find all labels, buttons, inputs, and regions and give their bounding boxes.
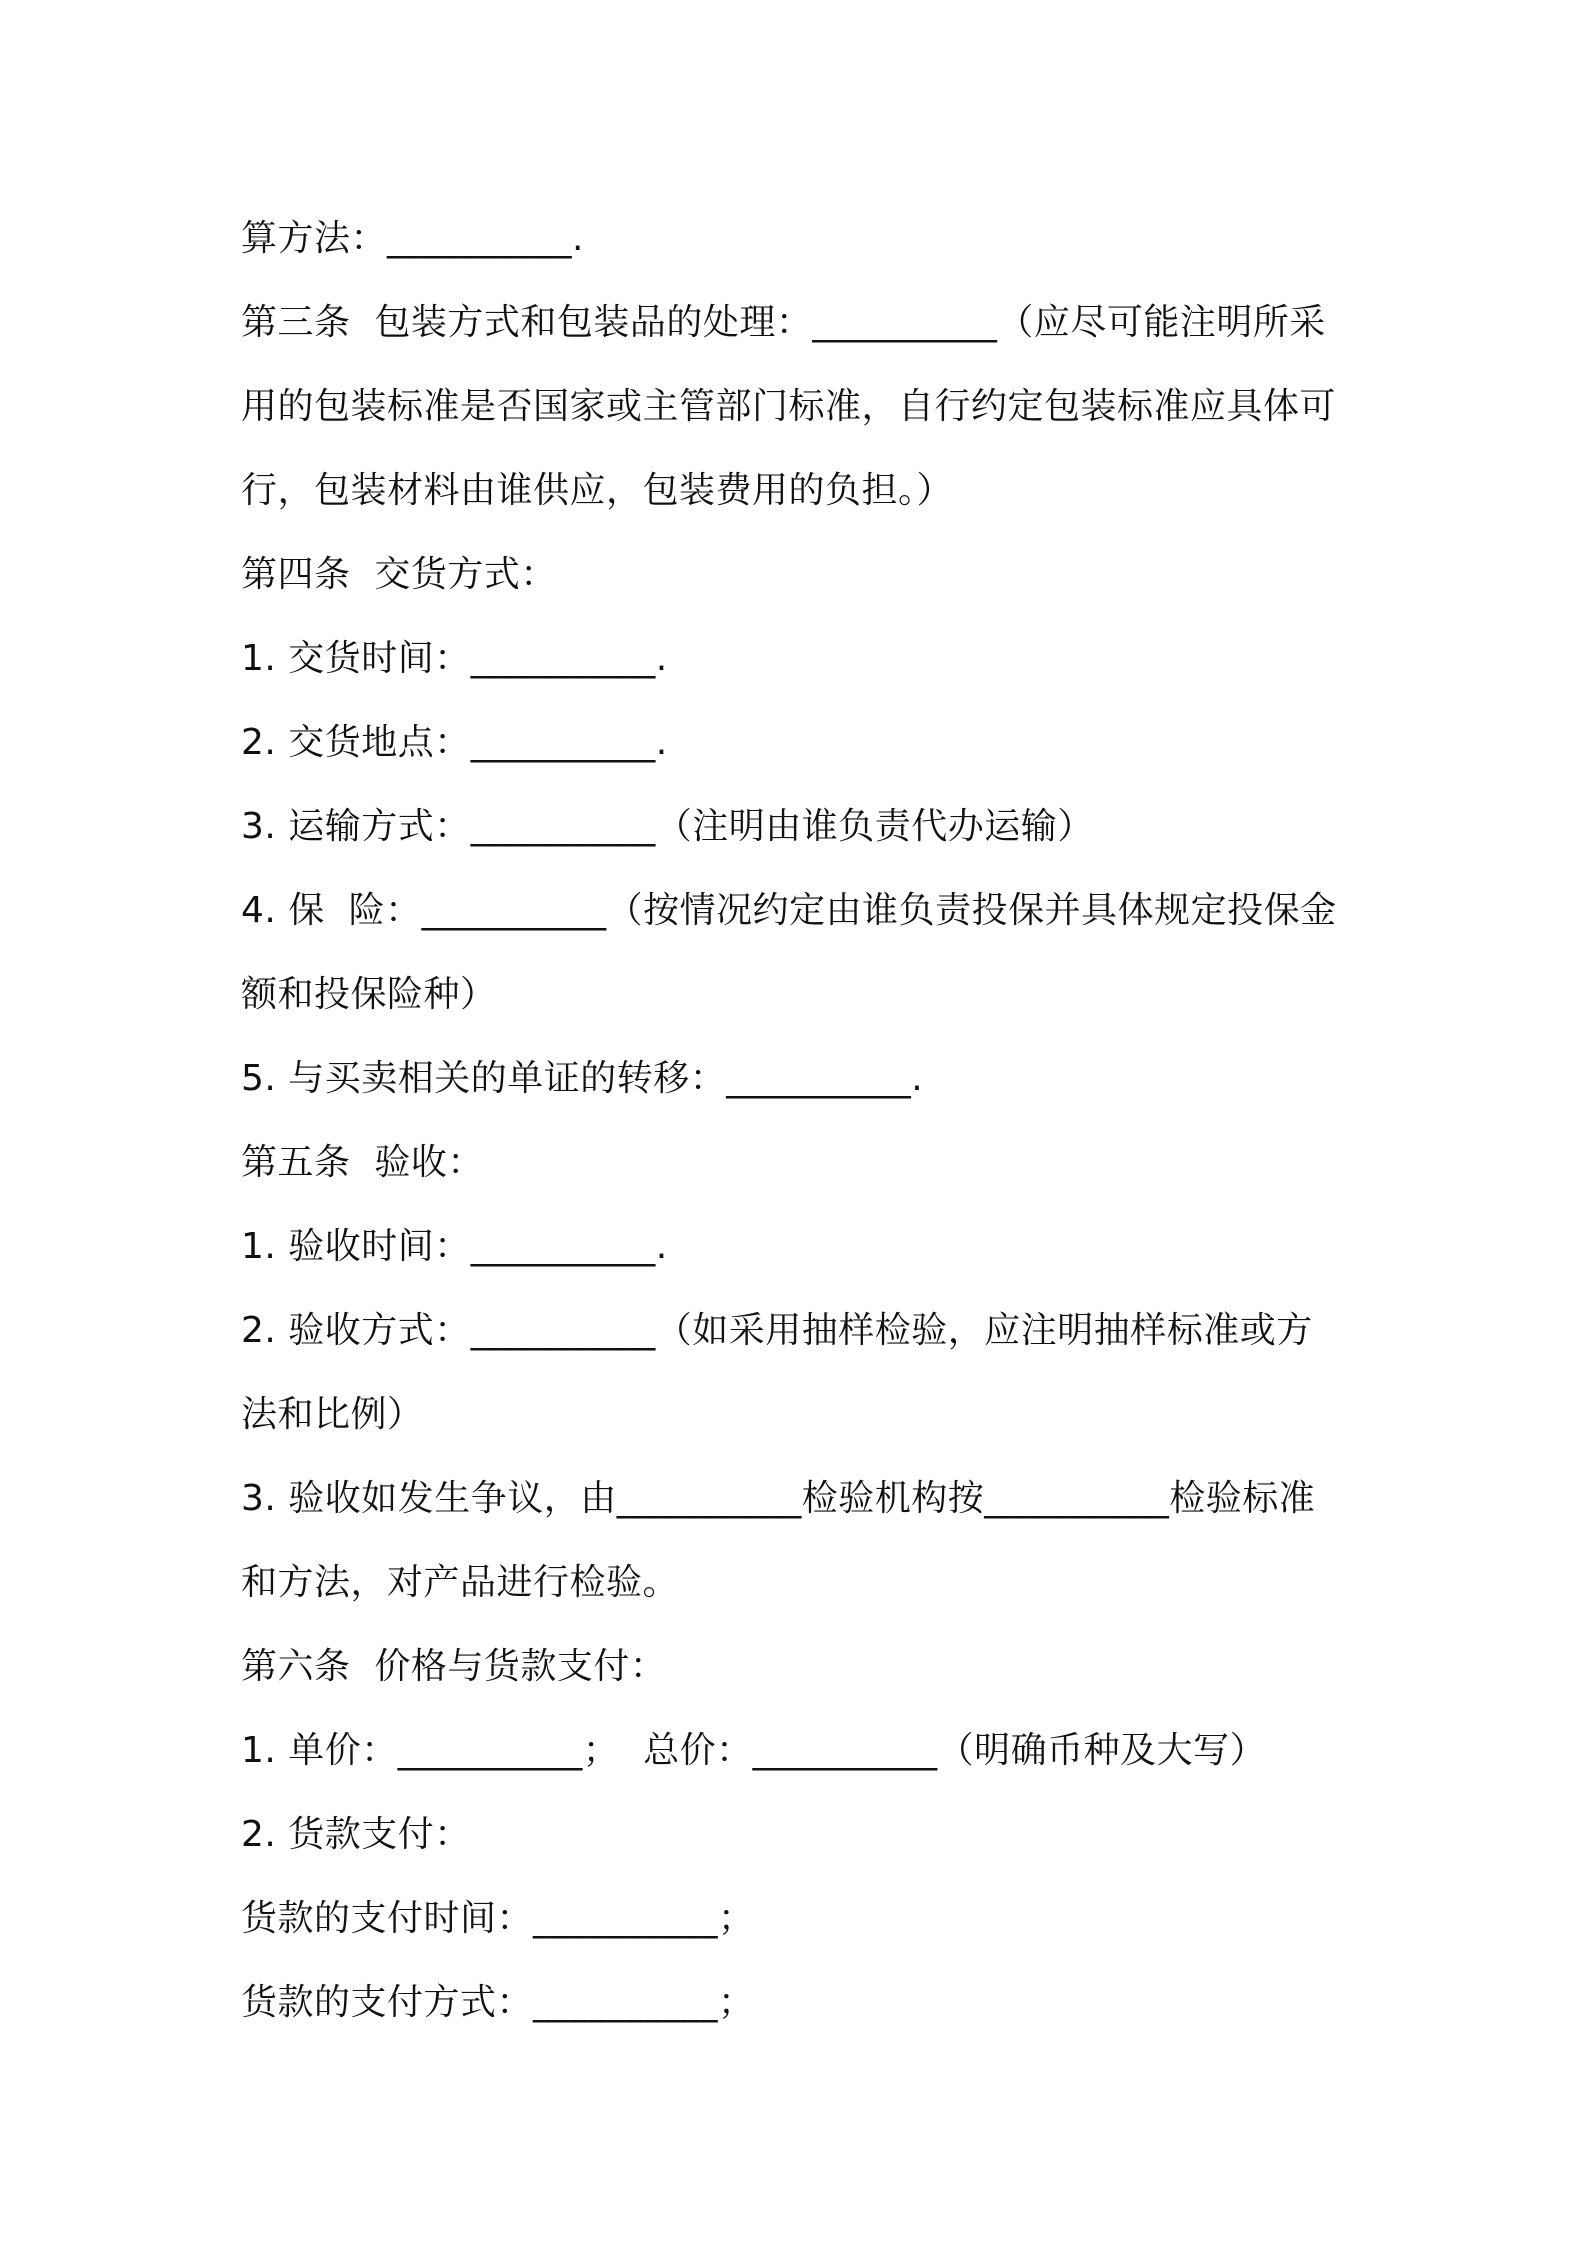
text-line-calc-method: 算方法：__________. bbox=[241, 218, 584, 259]
payment-heading: 2. 货款支付： bbox=[241, 1814, 471, 1855]
inspection-method: 2. 验收方式：__________（如采用抽样检验，应注明抽样标准或方 bbox=[241, 1310, 1313, 1351]
article-5-heading: 第五条 验收： bbox=[241, 1142, 484, 1183]
transport-method: 3. 运输方式：__________（注明由谁负责代办运输） bbox=[241, 806, 1094, 847]
insurance-cont: 额和投保险种） bbox=[241, 974, 497, 1015]
article-3-packaging-cont-1: 用的包装标准是否国家或主管部门标准，自行约定包装标准应具体可 bbox=[241, 386, 1337, 427]
article-3-packaging: 第三条 包装方式和包装品的处理：__________（应尽可能注明所采 bbox=[241, 302, 1326, 343]
unit-and-total-price: 1. 单价：__________； 总价：__________（明确币种及大写） bbox=[241, 1730, 1267, 1771]
document-transfer: 5. 与买卖相关的单证的转移：__________. bbox=[241, 1058, 924, 1099]
article-4-heading: 第四条 交货方式： bbox=[241, 554, 557, 595]
inspection-dispute-cont: 和方法，对产品进行检验。 bbox=[241, 1562, 680, 1603]
inspection-time: 1. 验收时间：__________. bbox=[241, 1226, 668, 1267]
delivery-place: 2. 交货地点：__________. bbox=[241, 722, 668, 763]
inspection-method-cont: 法和比例） bbox=[241, 1394, 424, 1435]
payment-method: 货款的支付方式：__________； bbox=[241, 1982, 755, 2023]
insurance: 4. 保 险：__________（按情况约定由谁负责投保并具体规定投保金 bbox=[241, 890, 1337, 931]
article-6-heading: 第六条 价格与货款支付： bbox=[241, 1646, 667, 1687]
article-3-packaging-cont-2: 行，包装材料由谁供应，包装费用的负担。） bbox=[241, 470, 954, 511]
delivery-time: 1. 交货时间：__________. bbox=[241, 638, 668, 679]
document-body bbox=[241, 197, 1356, 2045]
inspection-dispute: 3. 验收如发生争议，由__________检验机构按__________检验标准 bbox=[241, 1478, 1316, 1519]
payment-time: 货款的支付时间：__________； bbox=[241, 1898, 755, 1939]
